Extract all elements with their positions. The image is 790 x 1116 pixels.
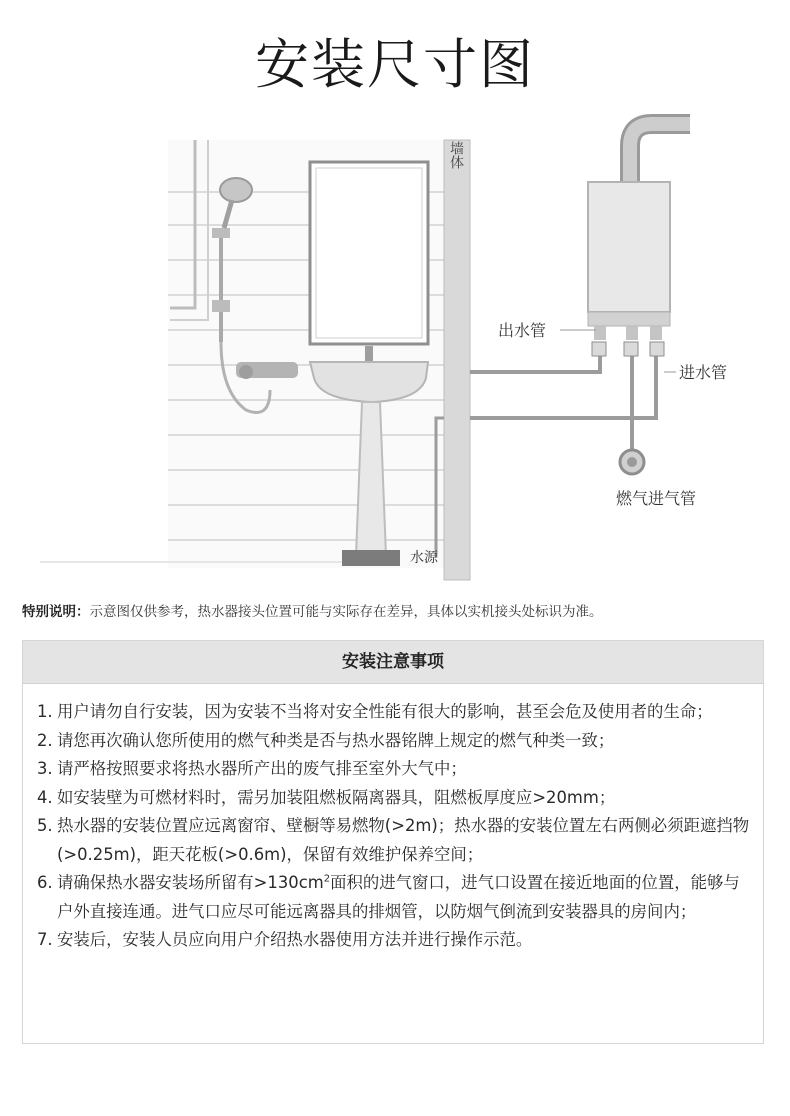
item-number: 7. [37, 930, 53, 949]
item-text: 请严格按照要求将热水器所产出的废气排至室外大气中； [57, 759, 467, 778]
item-text-part: 面积的进气窗口，进气口设置在接近地面的位置，能够与户外直接连通。进气口应尽可能远离器具的排烟管，以防烟气倒流到安装器具的房间内； [57, 873, 740, 921]
list-item [37, 755, 751, 784]
list-item [37, 784, 751, 813]
list-item [37, 812, 751, 869]
precautions-panel [22, 640, 764, 1044]
item-number: 5. [37, 816, 53, 835]
installation-diagram [0, 110, 790, 590]
outlet-pipe-label: 出水管 [498, 323, 547, 340]
page-title: 安装尺寸图 [255, 33, 535, 96]
item-text: 用户请勿自行安装，因为安装不当将对安全性能有很大的影响，甚至会危及使用者的生命； [57, 702, 713, 721]
item-text: 热水器的安装位置应远离窗帘、壁橱等易燃物(>2m)；热水器的安装位置左右两侧必须距遮挡物(>0.25m)，距天花板(>0.6m)，保留有效维护保养空间； [57, 816, 750, 864]
gas-pipe-label: 燃气进气管 [616, 491, 697, 508]
special-note-text: 示意图仅供参考，热水器接头位置可能与实际存在差异，具体以实机接头处标识为准。 [89, 604, 603, 620]
item-number: 3. [37, 759, 53, 778]
item-number: 2. [37, 730, 53, 750]
item-text: 如安装壁为可燃材料时，需另加装阻燃板隔离器具，阻燃板厚度应>20mm； [57, 787, 616, 807]
item-number: 6. [37, 873, 53, 892]
mirror [310, 162, 428, 344]
list-item [37, 727, 751, 756]
item-text: 请您再次确认您所使用的燃气种类是否与热水器铭牌上规定的燃气种类一致； [57, 730, 615, 750]
list-item [37, 869, 751, 926]
wall-column [444, 140, 470, 580]
precautions-heading: 安装注意事项 [23, 641, 763, 684]
water-heater [588, 124, 690, 474]
special-note [22, 600, 782, 620]
water-source-label: 水源 [410, 549, 438, 565]
item-text: 安装后，安装人员应向用户介绍热水器使用方法并进行操作示范。 [57, 930, 533, 949]
list-item [37, 698, 751, 727]
item-text [57, 873, 740, 921]
inlet-pipe-label: 进水管 [679, 365, 728, 382]
wall-label: 墙体 [449, 141, 465, 169]
item-number: 4. [37, 787, 53, 807]
item-text-part: 请确保热水器安装场所留有>130cm [57, 873, 324, 892]
item-number: 1. [37, 702, 53, 721]
superscript: 2 [323, 873, 331, 885]
precautions-list [23, 684, 763, 955]
special-note-label: 特别说明： [22, 604, 90, 620]
list-item [37, 926, 751, 955]
